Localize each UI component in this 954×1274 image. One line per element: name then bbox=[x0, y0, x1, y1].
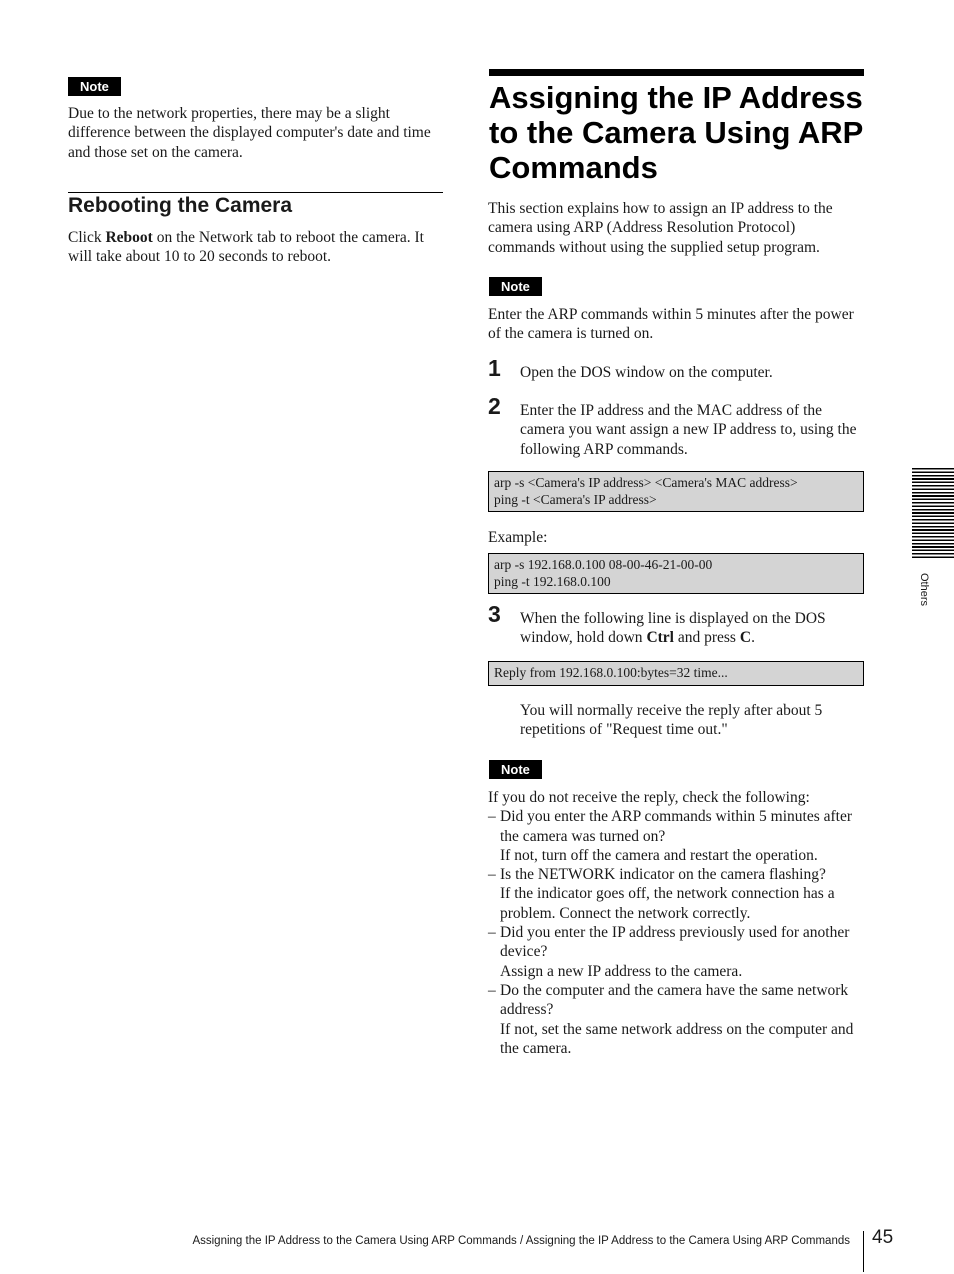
code-line: ping -t 192.168.0.100 bbox=[494, 573, 611, 589]
list-item: – Did you enter the IP address previously used for another device? Assign a new IP address to the camera. bbox=[488, 924, 850, 980]
code-box-syntax bbox=[488, 471, 864, 512]
title-rule bbox=[489, 69, 864, 76]
key-c: C bbox=[739, 629, 752, 647]
step-text-1: Open the DOS window on the computer. bbox=[520, 364, 773, 381]
code-box-example bbox=[488, 553, 864, 594]
step-number-2: 2 bbox=[488, 393, 501, 419]
code-line: arp -s <Camera's IP address> <Camera's MAC address> bbox=[494, 475, 798, 490]
note-text-left: Due to the network properties, there may be a slight difference between the displayed computer's date and time and those set on the camera. bbox=[68, 105, 431, 161]
code-line: ping -t <Camera's IP address> bbox=[494, 491, 657, 507]
page-title: Assigning the IP Address to the Camera Using ARP Commands bbox=[489, 80, 863, 185]
step-text-3: When the following line is displayed on the DOS window, hold down Ctrl and press C. bbox=[520, 610, 826, 647]
note-badge-1: Note bbox=[489, 277, 542, 296]
list-item: – Did you enter the ARP commands within 5 minutes after the camera was turned on? If not, turn off the camera and restart the operation. bbox=[488, 808, 852, 864]
code-line: arp -s 192.168.0.100 08-00-46-21-00-00 bbox=[494, 557, 713, 572]
running-footer: Assigning the IP Address to the Camera Using ARP Commands / Assigning the IP Address to the Camera Using ARP Commands bbox=[192, 1235, 850, 1247]
reboot-heading: Rebooting the Camera bbox=[68, 194, 293, 217]
code-box-reply bbox=[488, 661, 864, 686]
note-text-1: Enter the ARP commands within 5 minutes after the power of the camera is turned on. bbox=[488, 306, 854, 343]
step-number-1: 1 bbox=[488, 355, 501, 381]
footer-divider bbox=[863, 1231, 864, 1272]
checklist-intro: If you do not receive the reply, check the following: bbox=[488, 789, 810, 806]
reboot-text: Click Reboot on the Network tab to reboot the camera. It will take about 10 to 20 seconds to reboot. bbox=[68, 229, 424, 266]
example-label: Example: bbox=[488, 529, 548, 546]
page-number: 45 bbox=[872, 1227, 894, 1248]
step-number-3: 3 bbox=[488, 601, 501, 627]
side-tab-label: Others bbox=[918, 573, 930, 607]
code-line: Reply from 192.168.0.100:bytes=32 time... bbox=[494, 665, 728, 680]
list-item: – Is the NETWORK indicator on the camera flashing? If the indicator goes off, the network connection has a problem. Connect the network correctly. bbox=[488, 866, 835, 922]
step-text-2: Enter the IP address and the MAC address of the camera you want assign a new IP address to, using the following ARP commands. bbox=[520, 402, 857, 458]
key-ctrl: Ctrl bbox=[646, 629, 674, 647]
reboot-bold: Reboot bbox=[105, 229, 153, 246]
note-badge-2: Note bbox=[489, 760, 542, 779]
side-tab-stripes bbox=[912, 468, 954, 560]
reply-text: You will normally receive the reply after about 5 repetitions of "Request time out." bbox=[520, 702, 823, 739]
list-item: – Do the computer and the camera have the same network address? If not, set the same network address on the computer and the camera. bbox=[488, 981, 854, 1057]
checklist bbox=[488, 788, 864, 1058]
intro-text: This section explains how to assign an IP address to the camera using ARP (Address Resolution Protocol) commands without using the supplied setup program. bbox=[488, 200, 833, 256]
note-badge-left: Note bbox=[68, 77, 121, 96]
